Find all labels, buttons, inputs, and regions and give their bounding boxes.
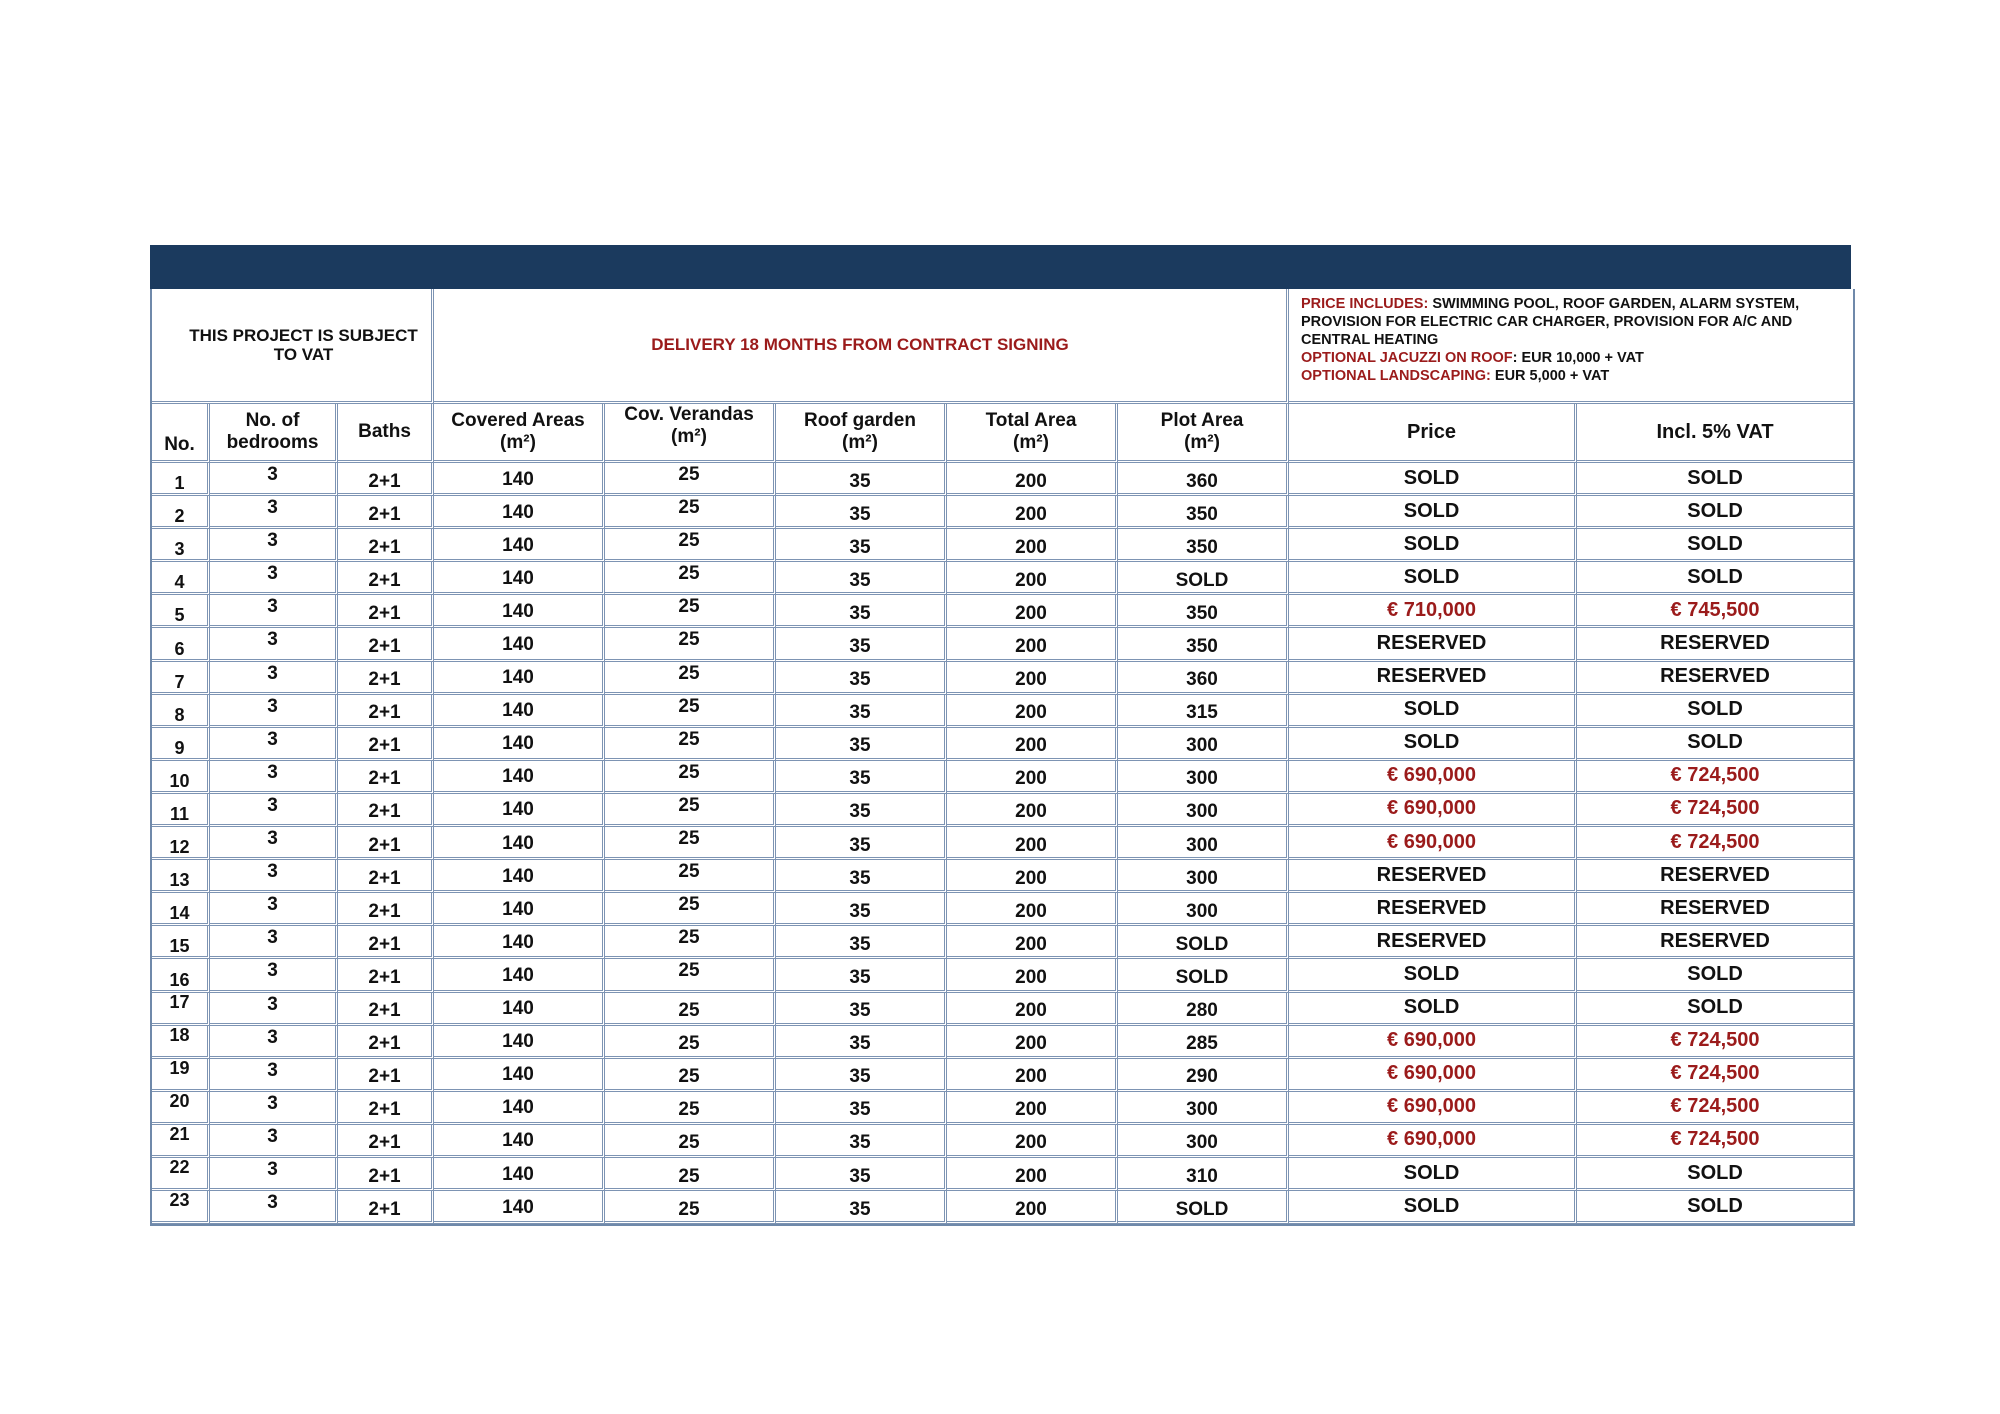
cell-no: 7 xyxy=(152,662,210,695)
cell-bedrooms: 3 xyxy=(210,1158,338,1191)
table-row xyxy=(152,860,1853,893)
cell-price-incl-vat: SOLD xyxy=(1577,463,1853,496)
cell-plot-area: 280 xyxy=(1118,993,1289,1026)
cell-price: SOLD xyxy=(1289,695,1577,728)
cell-total-area: 200 xyxy=(947,1191,1118,1224)
cell-price: € 690,000 xyxy=(1289,827,1577,860)
cell-bedrooms: 3 xyxy=(210,893,338,926)
cell-price-incl-vat: € 745,500 xyxy=(1577,595,1853,628)
cell-covered-area: 140 xyxy=(434,794,605,827)
cell-total-area: 200 xyxy=(947,595,1118,628)
price-list-sheet xyxy=(150,245,1851,1226)
cell-baths: 2+1 xyxy=(338,794,434,827)
cell-no: 16 xyxy=(152,959,210,992)
cell-total-area: 200 xyxy=(947,1026,1118,1059)
cell-covered-area: 140 xyxy=(434,695,605,728)
cell-bedrooms: 3 xyxy=(210,1092,338,1125)
cell-baths: 2+1 xyxy=(338,893,434,926)
jacuzzi-label: OPTIONAL JACUZZI ON ROOF xyxy=(1301,350,1513,366)
cell-roof-garden: 35 xyxy=(776,761,947,794)
cell-roof-garden: 35 xyxy=(776,662,947,695)
cell-price-incl-vat: € 724,500 xyxy=(1577,1026,1853,1059)
cell-verandas: 25 xyxy=(605,860,776,893)
cell-price-incl-vat: RESERVED xyxy=(1577,893,1853,926)
cell-covered-area: 140 xyxy=(434,728,605,761)
cell-roof-garden: 35 xyxy=(776,695,947,728)
cell-price: RESERVED xyxy=(1289,893,1577,926)
cell-bedrooms: 3 xyxy=(210,827,338,860)
cell-roof-garden: 35 xyxy=(776,1092,947,1125)
cell-verandas: 25 xyxy=(605,595,776,628)
cell-bedrooms: 3 xyxy=(210,695,338,728)
cell-no: 6 xyxy=(152,628,210,661)
table-row xyxy=(152,993,1853,1026)
cell-baths: 2+1 xyxy=(338,1158,434,1191)
cell-price: € 710,000 xyxy=(1289,595,1577,628)
cell-no: 13 xyxy=(152,860,210,893)
header-bar xyxy=(150,245,1851,289)
cell-roof-garden: 35 xyxy=(776,959,947,992)
cell-verandas: 25 xyxy=(605,728,776,761)
cell-total-area: 200 xyxy=(947,993,1118,1026)
cell-plot-area: 360 xyxy=(1118,662,1289,695)
cell-roof-garden: 35 xyxy=(776,529,947,562)
cell-baths: 2+1 xyxy=(338,1059,434,1092)
cell-covered-area: 140 xyxy=(434,827,605,860)
cell-baths: 2+1 xyxy=(338,562,434,595)
cell-price-incl-vat: € 724,500 xyxy=(1577,1092,1853,1125)
cell-price: SOLD xyxy=(1289,1158,1577,1191)
table-row xyxy=(152,595,1853,628)
cell-roof-garden: 35 xyxy=(776,728,947,761)
cell-baths: 2+1 xyxy=(338,959,434,992)
table-body xyxy=(152,463,1853,1224)
cell-plot-area: 285 xyxy=(1118,1026,1289,1059)
cell-no: 14 xyxy=(152,893,210,926)
cell-no: 3 xyxy=(152,529,210,562)
cell-roof-garden: 35 xyxy=(776,926,947,959)
cell-plot-area: 300 xyxy=(1118,893,1289,926)
table-row xyxy=(152,827,1853,860)
table-row xyxy=(152,761,1853,794)
cell-price-incl-vat: SOLD xyxy=(1577,562,1853,595)
table-row xyxy=(152,1059,1853,1092)
cell-covered-area: 140 xyxy=(434,463,605,496)
price-includes-text: SWIMMING POOL, ROOF GARDEN, ALARM SYSTEM, PROVISION FOR ELECTRIC CAR CHARGER, PROVISION FOR A/C AND CENTRAL HEATING xyxy=(1301,296,1800,348)
cell-bedrooms: 3 xyxy=(210,1125,338,1158)
cell-baths: 2+1 xyxy=(338,1026,434,1059)
vat-note: THIS PROJECT IS SUBJECT TO VAT xyxy=(152,289,434,404)
cell-verandas: 25 xyxy=(605,1026,776,1059)
cell-bedrooms: 3 xyxy=(210,496,338,529)
cell-covered-area: 140 xyxy=(434,1158,605,1191)
delivery-note: DELIVERY 18 MONTHS FROM CONTRACT SIGNING xyxy=(434,289,1289,404)
cell-plot-area: 300 xyxy=(1118,860,1289,893)
cell-plot-area: 300 xyxy=(1118,1125,1289,1158)
cell-plot-area: SOLD xyxy=(1118,1191,1289,1224)
cell-price-incl-vat: € 724,500 xyxy=(1577,794,1853,827)
cell-covered-area: 140 xyxy=(434,496,605,529)
cell-total-area: 200 xyxy=(947,1059,1118,1092)
cell-roof-garden: 35 xyxy=(776,1158,947,1191)
cell-baths: 2+1 xyxy=(338,529,434,562)
col-header-price: Price xyxy=(1289,404,1577,463)
cell-price: SOLD xyxy=(1289,993,1577,1026)
table-row xyxy=(152,562,1853,595)
cell-no: 10 xyxy=(152,761,210,794)
cell-verandas: 25 xyxy=(605,463,776,496)
cell-price-incl-vat: € 724,500 xyxy=(1577,1059,1853,1092)
cell-price-incl-vat: SOLD xyxy=(1577,959,1853,992)
cell-covered-area: 140 xyxy=(434,1191,605,1224)
table-row xyxy=(152,926,1853,959)
cell-baths: 2+1 xyxy=(338,662,434,695)
cell-bedrooms: 3 xyxy=(210,761,338,794)
cell-plot-area: 300 xyxy=(1118,761,1289,794)
col-header-bedrooms-line1: No. of xyxy=(245,410,300,431)
cell-no: 2 xyxy=(152,496,210,529)
cell-no: 8 xyxy=(152,695,210,728)
cell-no: 5 xyxy=(152,595,210,628)
table-row xyxy=(152,628,1853,661)
cell-baths: 2+1 xyxy=(338,496,434,529)
cell-covered-area: 140 xyxy=(434,662,605,695)
cell-plot-area: 350 xyxy=(1118,595,1289,628)
cell-price-incl-vat: RESERVED xyxy=(1577,628,1853,661)
cell-verandas: 25 xyxy=(605,893,776,926)
cell-bedrooms: 3 xyxy=(210,959,338,992)
cell-roof-garden: 35 xyxy=(776,1059,947,1092)
cell-verandas: 25 xyxy=(605,662,776,695)
cell-total-area: 200 xyxy=(947,463,1118,496)
cell-bedrooms: 3 xyxy=(210,860,338,893)
cell-roof-garden: 35 xyxy=(776,1026,947,1059)
cell-no: 15 xyxy=(152,926,210,959)
cell-price-incl-vat: € 724,500 xyxy=(1577,1125,1853,1158)
cell-baths: 2+1 xyxy=(338,1092,434,1125)
cell-price: SOLD xyxy=(1289,728,1577,761)
cell-verandas: 25 xyxy=(605,562,776,595)
cell-covered-area: 140 xyxy=(434,595,605,628)
table-row xyxy=(152,1026,1853,1059)
cell-covered-area: 140 xyxy=(434,893,605,926)
table-row xyxy=(152,463,1853,496)
cell-total-area: 200 xyxy=(947,794,1118,827)
cell-price: SOLD xyxy=(1289,1191,1577,1224)
cell-bedrooms: 3 xyxy=(210,993,338,1026)
cell-verandas: 25 xyxy=(605,695,776,728)
price-includes-label: PRICE INCLUDES: xyxy=(1301,296,1429,312)
cell-roof-garden: 35 xyxy=(776,595,947,628)
col-header-plot-line1: Plot Area xyxy=(1160,410,1244,431)
cell-price: RESERVED xyxy=(1289,860,1577,893)
cell-price: SOLD xyxy=(1289,529,1577,562)
cell-no: 9 xyxy=(152,728,210,761)
col-header-baths: Baths xyxy=(338,404,434,463)
cell-bedrooms: 3 xyxy=(210,926,338,959)
cell-verandas: 25 xyxy=(605,1092,776,1125)
cell-total-area: 200 xyxy=(947,628,1118,661)
landscaping-label: OPTIONAL LANDSCAPING: xyxy=(1301,368,1491,384)
col-header-total-unit: (m²) xyxy=(1013,432,1049,453)
cell-baths: 2+1 xyxy=(338,695,434,728)
cell-price-incl-vat: SOLD xyxy=(1577,496,1853,529)
cell-total-area: 200 xyxy=(947,926,1118,959)
cell-bedrooms: 3 xyxy=(210,728,338,761)
cell-price: € 690,000 xyxy=(1289,761,1577,794)
cell-price: SOLD xyxy=(1289,496,1577,529)
cell-plot-area: 350 xyxy=(1118,628,1289,661)
cell-covered-area: 140 xyxy=(434,1059,605,1092)
cell-price: € 690,000 xyxy=(1289,1125,1577,1158)
cell-total-area: 200 xyxy=(947,695,1118,728)
cell-bedrooms: 3 xyxy=(210,595,338,628)
cell-price-incl-vat: RESERVED xyxy=(1577,860,1853,893)
cell-price-incl-vat: SOLD xyxy=(1577,728,1853,761)
cell-roof-garden: 35 xyxy=(776,628,947,661)
cell-price: € 690,000 xyxy=(1289,1026,1577,1059)
cell-verandas: 25 xyxy=(605,761,776,794)
col-header-verandas-unit: (m²) xyxy=(671,426,707,447)
cell-price: SOLD xyxy=(1289,562,1577,595)
cell-no: 4 xyxy=(152,562,210,595)
cell-plot-area: 310 xyxy=(1118,1158,1289,1191)
cell-bedrooms: 3 xyxy=(210,529,338,562)
table-row xyxy=(152,1191,1853,1224)
col-header-roof-garden xyxy=(776,404,947,463)
col-header-covered-line1: Covered Areas xyxy=(451,410,585,431)
cell-bedrooms: 3 xyxy=(210,463,338,496)
cell-plot-area: 290 xyxy=(1118,1059,1289,1092)
cell-total-area: 200 xyxy=(947,496,1118,529)
cell-price-incl-vat: SOLD xyxy=(1577,695,1853,728)
table-row xyxy=(152,794,1853,827)
col-header-roof-line1: Roof garden xyxy=(804,410,916,431)
cell-plot-area: 360 xyxy=(1118,463,1289,496)
table-row xyxy=(152,893,1853,926)
cell-covered-area: 140 xyxy=(434,959,605,992)
col-header-bedrooms xyxy=(210,404,338,463)
table-row xyxy=(152,695,1853,728)
cell-price-incl-vat: SOLD xyxy=(1577,529,1853,562)
cell-price-incl-vat: RESERVED xyxy=(1577,926,1853,959)
cell-baths: 2+1 xyxy=(338,463,434,496)
price-list-table xyxy=(150,289,1855,1226)
cell-baths: 2+1 xyxy=(338,728,434,761)
table-row xyxy=(152,959,1853,992)
cell-price: € 690,000 xyxy=(1289,1092,1577,1125)
col-header-roof-unit: (m²) xyxy=(842,432,878,453)
cell-bedrooms: 3 xyxy=(210,1191,338,1224)
price-includes-note xyxy=(1289,289,1853,404)
col-header-vat: Incl. 5% VAT xyxy=(1577,404,1853,463)
cell-roof-garden: 35 xyxy=(776,562,947,595)
cell-total-area: 200 xyxy=(947,893,1118,926)
cell-roof-garden: 35 xyxy=(776,1125,947,1158)
cell-total-area: 200 xyxy=(947,529,1118,562)
cell-bedrooms: 3 xyxy=(210,662,338,695)
cell-bedrooms: 3 xyxy=(210,794,338,827)
cell-total-area: 200 xyxy=(947,1092,1118,1125)
cell-plot-area: 300 xyxy=(1118,728,1289,761)
cell-verandas: 25 xyxy=(605,959,776,992)
cell-roof-garden: 35 xyxy=(776,827,947,860)
cell-verandas: 25 xyxy=(605,1158,776,1191)
cell-no: 19 xyxy=(152,1059,210,1092)
cell-verandas: 25 xyxy=(605,794,776,827)
cell-covered-area: 140 xyxy=(434,1125,605,1158)
cell-baths: 2+1 xyxy=(338,628,434,661)
cell-plot-area: 315 xyxy=(1118,695,1289,728)
cell-verandas: 25 xyxy=(605,993,776,1026)
cell-baths: 2+1 xyxy=(338,993,434,1026)
cell-plot-area: 300 xyxy=(1118,1092,1289,1125)
cell-roof-garden: 35 xyxy=(776,496,947,529)
cell-verandas: 25 xyxy=(605,827,776,860)
col-header-covered xyxy=(434,404,605,463)
cell-baths: 2+1 xyxy=(338,926,434,959)
cell-covered-area: 140 xyxy=(434,860,605,893)
cell-price-incl-vat: RESERVED xyxy=(1577,662,1853,695)
cell-no: 20 xyxy=(152,1092,210,1125)
cell-total-area: 200 xyxy=(947,959,1118,992)
cell-roof-garden: 35 xyxy=(776,794,947,827)
table-row xyxy=(152,529,1853,562)
cell-total-area: 200 xyxy=(947,562,1118,595)
cell-plot-area: SOLD xyxy=(1118,562,1289,595)
cell-baths: 2+1 xyxy=(338,595,434,628)
cell-covered-area: 140 xyxy=(434,761,605,794)
cell-roof-garden: 35 xyxy=(776,1191,947,1224)
table-row xyxy=(152,1092,1853,1125)
cell-bedrooms: 3 xyxy=(210,1026,338,1059)
cell-no: 1 xyxy=(152,463,210,496)
cell-plot-area: 300 xyxy=(1118,827,1289,860)
cell-total-area: 200 xyxy=(947,1158,1118,1191)
landscaping-text: EUR 5,000 + VAT xyxy=(1490,368,1610,384)
cell-total-area: 200 xyxy=(947,1125,1118,1158)
cell-covered-area: 140 xyxy=(434,562,605,595)
cell-plot-area: SOLD xyxy=(1118,959,1289,992)
cell-roof-garden: 35 xyxy=(776,993,947,1026)
cell-covered-area: 140 xyxy=(434,1092,605,1125)
col-header-plot-unit: (m²) xyxy=(1184,432,1220,453)
cell-total-area: 200 xyxy=(947,860,1118,893)
table-row xyxy=(152,1125,1853,1158)
cell-price: RESERVED xyxy=(1289,662,1577,695)
cell-total-area: 200 xyxy=(947,728,1118,761)
jacuzzi-text: : EUR 10,000 + VAT xyxy=(1512,350,1644,366)
cell-verandas: 25 xyxy=(605,628,776,661)
cell-price: SOLD xyxy=(1289,463,1577,496)
cell-verandas: 25 xyxy=(605,1125,776,1158)
cell-price-incl-vat: SOLD xyxy=(1577,1191,1853,1224)
cell-baths: 2+1 xyxy=(338,827,434,860)
cell-total-area: 200 xyxy=(947,827,1118,860)
cell-no: 18 xyxy=(152,1026,210,1059)
cell-price-incl-vat: € 724,500 xyxy=(1577,761,1853,794)
cell-price: SOLD xyxy=(1289,959,1577,992)
cell-price-incl-vat: € 724,500 xyxy=(1577,827,1853,860)
cell-covered-area: 140 xyxy=(434,1026,605,1059)
cell-price: € 690,000 xyxy=(1289,1059,1577,1092)
cell-verandas: 25 xyxy=(605,529,776,562)
cell-no: 12 xyxy=(152,827,210,860)
cell-covered-area: 140 xyxy=(434,529,605,562)
cell-total-area: 200 xyxy=(947,662,1118,695)
cell-roof-garden: 35 xyxy=(776,893,947,926)
table-row xyxy=(152,728,1853,761)
cell-baths: 2+1 xyxy=(338,1191,434,1224)
table-row xyxy=(152,662,1853,695)
cell-roof-garden: 35 xyxy=(776,463,947,496)
cell-no: 17 xyxy=(152,993,210,1026)
cell-bedrooms: 3 xyxy=(210,562,338,595)
cell-verandas: 25 xyxy=(605,1191,776,1224)
col-header-covered-unit: (m²) xyxy=(500,432,536,453)
cell-no: 11 xyxy=(152,794,210,827)
cell-plot-area: 350 xyxy=(1118,529,1289,562)
cell-plot-area: SOLD xyxy=(1118,926,1289,959)
cell-bedrooms: 3 xyxy=(210,628,338,661)
table-row xyxy=(152,496,1853,529)
cell-roof-garden: 35 xyxy=(776,860,947,893)
col-header-verandas xyxy=(605,404,776,463)
cell-plot-area: 300 xyxy=(1118,794,1289,827)
cell-bedrooms: 3 xyxy=(210,1059,338,1092)
info-row xyxy=(152,289,1853,404)
cell-no: 22 xyxy=(152,1158,210,1191)
col-header-plot-area xyxy=(1118,404,1289,463)
cell-total-area: 200 xyxy=(947,761,1118,794)
cell-no: 21 xyxy=(152,1125,210,1158)
cell-verandas: 25 xyxy=(605,1059,776,1092)
column-header-row xyxy=(152,404,1853,463)
col-header-total-line1: Total Area xyxy=(985,410,1077,431)
cell-no: 23 xyxy=(152,1191,210,1224)
cell-plot-area: 350 xyxy=(1118,496,1289,529)
cell-baths: 2+1 xyxy=(338,761,434,794)
col-header-total-area xyxy=(947,404,1118,463)
cell-covered-area: 140 xyxy=(434,926,605,959)
col-header-no: No. xyxy=(152,404,210,463)
cell-baths: 2+1 xyxy=(338,860,434,893)
cell-covered-area: 140 xyxy=(434,628,605,661)
cell-covered-area: 140 xyxy=(434,993,605,1026)
cell-verandas: 25 xyxy=(605,496,776,529)
cell-verandas: 25 xyxy=(605,926,776,959)
cell-price: RESERVED xyxy=(1289,926,1577,959)
cell-price: € 690,000 xyxy=(1289,794,1577,827)
cell-price: RESERVED xyxy=(1289,628,1577,661)
col-header-bedrooms-line2: bedrooms xyxy=(226,432,319,453)
col-header-verandas-line1: Cov. Verandas xyxy=(624,404,754,425)
table-row xyxy=(152,1158,1853,1191)
cell-price-incl-vat: SOLD xyxy=(1577,993,1853,1026)
cell-baths: 2+1 xyxy=(338,1125,434,1158)
cell-price-incl-vat: SOLD xyxy=(1577,1158,1853,1191)
